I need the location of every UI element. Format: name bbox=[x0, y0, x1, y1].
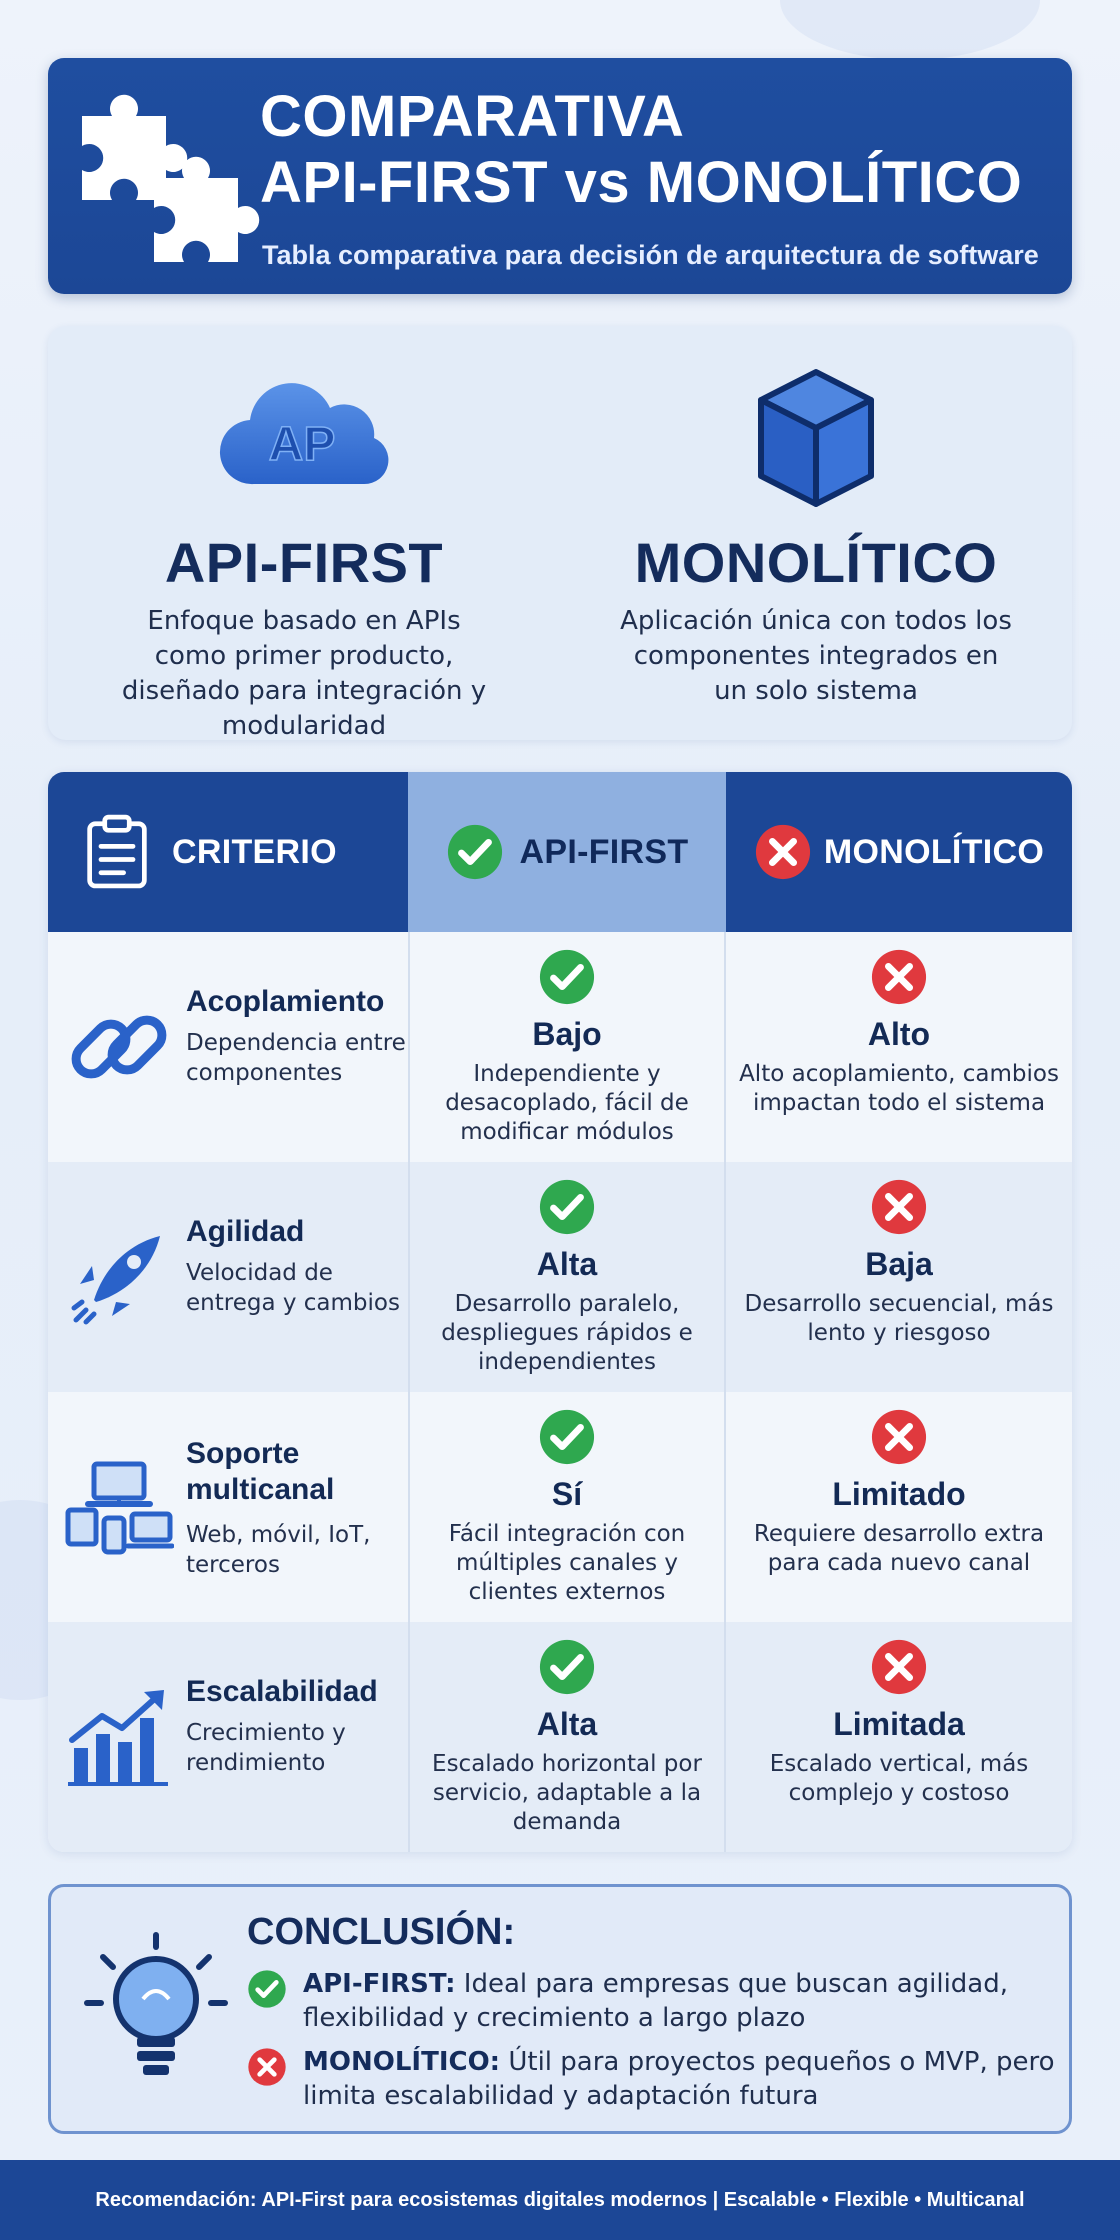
api-first-value: Alta bbox=[536, 1706, 598, 1742]
check-icon bbox=[538, 1638, 596, 1696]
criterion-description: Web, móvil, IoT, terceros bbox=[186, 1522, 371, 1578]
chain-link-icon bbox=[64, 992, 174, 1102]
header-api-first-label: API-FIRST bbox=[519, 832, 689, 871]
table-row bbox=[48, 932, 1072, 1162]
puzzle-icon bbox=[62, 86, 262, 276]
cross-icon bbox=[870, 1178, 928, 1236]
monolitico-detail: Desarrollo secuencial, más lento y riesgoso bbox=[744, 1291, 1054, 1346]
intro-monolitico bbox=[560, 326, 1072, 740]
monolitico-value: Baja bbox=[865, 1246, 933, 1282]
cross-icon bbox=[870, 1638, 928, 1696]
intro-title-monolitico: MONOLÍTICO bbox=[634, 531, 998, 594]
api-first-cell bbox=[408, 1622, 726, 1852]
api-first-detail: Desarrollo paralelo, despliegues rápidos e independientes bbox=[441, 1291, 693, 1375]
conclusion-item-label: MONOLÍTICO: bbox=[303, 2047, 501, 2077]
intro-api-first bbox=[48, 326, 560, 740]
conclusion-item-text bbox=[303, 1967, 1063, 2035]
criterion-title: Acoplamiento bbox=[186, 985, 385, 1018]
api-first-cell bbox=[408, 1392, 726, 1622]
comparison-table bbox=[48, 772, 1072, 1852]
api-first-detail: Independiente y desacoplado, fácil de modificar módulos bbox=[445, 1061, 689, 1145]
monolitico-cell bbox=[726, 1162, 1072, 1392]
check-icon bbox=[538, 1408, 596, 1466]
conclusion-title: CONCLUSIÓN: bbox=[247, 1911, 516, 1953]
check-icon bbox=[538, 1178, 596, 1236]
monolitico-value: Alto bbox=[867, 1016, 931, 1052]
conclusion-panel bbox=[48, 1884, 1072, 2134]
cross-icon bbox=[754, 823, 812, 881]
clipboard-icon bbox=[84, 812, 150, 892]
api-first-value: Alta bbox=[536, 1246, 598, 1282]
table-row bbox=[48, 1622, 1072, 1852]
page-subtitle: Tabla comparativa para decisión de arquitectura de software bbox=[262, 240, 1039, 270]
monolitico-value: Limitada bbox=[833, 1706, 965, 1742]
criterion-title: Agilidad bbox=[186, 1215, 305, 1248]
rocket-icon bbox=[64, 1222, 174, 1332]
page-title bbox=[260, 84, 1060, 216]
check-icon bbox=[538, 948, 596, 1006]
api-first-detail: Escalado horizontal por servicio, adaptable a la demanda bbox=[432, 1751, 702, 1835]
header-criterio bbox=[48, 772, 408, 932]
monolitico-cell bbox=[726, 1392, 1072, 1622]
criterion-title: Soporte multicanal bbox=[186, 1437, 335, 1506]
devices-icon bbox=[64, 1452, 174, 1562]
criterion-cell bbox=[48, 1622, 408, 1852]
monolitico-detail: Requiere desarrollo extra para cada nuevo canal bbox=[753, 1521, 1045, 1576]
criterion-description: Velocidad de entrega y cambios bbox=[186, 1260, 400, 1316]
header-api-first bbox=[408, 772, 726, 932]
check-icon bbox=[446, 823, 504, 881]
intro-panel bbox=[48, 326, 1072, 740]
table-header bbox=[48, 772, 1072, 932]
criterion-cell bbox=[48, 1392, 408, 1622]
title-line-2: API-FIRST vs MONOLÍTICO bbox=[260, 150, 1023, 215]
monolitico-value: Limitado bbox=[832, 1476, 966, 1512]
table-row bbox=[48, 1392, 1072, 1622]
cross-icon bbox=[870, 1408, 928, 1466]
monolitico-detail: Escalado vertical, más complejo y costoso bbox=[769, 1751, 1029, 1806]
intro-desc-monolitico: Aplicación única con todos los componentes integrados en un solo sistema bbox=[620, 606, 1012, 706]
footer-bar bbox=[0, 2160, 1120, 2240]
api-first-detail: Fácil integración con múltiples canales y clientes externos bbox=[448, 1521, 686, 1605]
intro-desc-api-first: Enfoque basado en APIs como primer producto, diseñado para integración y modularidad bbox=[121, 606, 487, 741]
monolitico-cell bbox=[726, 932, 1072, 1162]
criterion-cell bbox=[48, 1162, 408, 1392]
header-criterio-label: CRITERIO bbox=[172, 832, 337, 871]
header-banner bbox=[48, 58, 1072, 294]
criterion-description: Crecimiento y rendimiento bbox=[186, 1720, 346, 1776]
cloud-api-icon bbox=[214, 374, 394, 494]
cross-icon bbox=[247, 2047, 287, 2087]
conclusion-item-label: API-FIRST: bbox=[303, 1969, 456, 1999]
header-monolitico bbox=[726, 772, 1072, 932]
criterion-cell bbox=[48, 932, 408, 1162]
intro-title-api-first: API-FIRST bbox=[164, 531, 444, 594]
api-first-cell bbox=[408, 932, 726, 1162]
api-first-cell bbox=[408, 1162, 726, 1392]
background-decoration bbox=[780, 0, 1040, 60]
cross-icon bbox=[870, 948, 928, 1006]
api-first-value: Sí bbox=[551, 1476, 583, 1512]
criterion-description: Dependencia entre componentes bbox=[186, 1030, 406, 1086]
conclusion-item-body: Ideal para empresas que buscan agilidad, flexibilidad y crecimiento a largo plazo bbox=[303, 1969, 1009, 2033]
cube-icon bbox=[751, 364, 881, 514]
lightbulb-icon bbox=[81, 1927, 231, 2097]
api-first-value: Bajo bbox=[532, 1016, 602, 1052]
table-row bbox=[48, 1162, 1072, 1392]
cloud-icon-text: AP bbox=[268, 418, 336, 471]
growth-chart-icon bbox=[64, 1682, 174, 1792]
header-monolitico-label: MONOLÍTICO bbox=[823, 832, 1045, 871]
title-line-1: COMPARATIVA bbox=[260, 84, 685, 149]
criterion-title: Escalabilidad bbox=[186, 1675, 378, 1708]
monolitico-cell bbox=[726, 1622, 1072, 1852]
conclusion-item-body: Útil para proyectos pequeños o MVP, pero limita escalabilidad y adaptación futura bbox=[303, 2047, 1055, 2111]
monolitico-detail: Alto acoplamiento, cambios impactan todo el sistema bbox=[739, 1061, 1059, 1116]
check-icon bbox=[247, 1969, 287, 2009]
conclusion-item-text bbox=[303, 2045, 1063, 2113]
footer-text: Recomendación: API-First para ecosistemas digitales modernos | Escalable • Flexible • Multicanal bbox=[95, 2188, 1025, 2211]
